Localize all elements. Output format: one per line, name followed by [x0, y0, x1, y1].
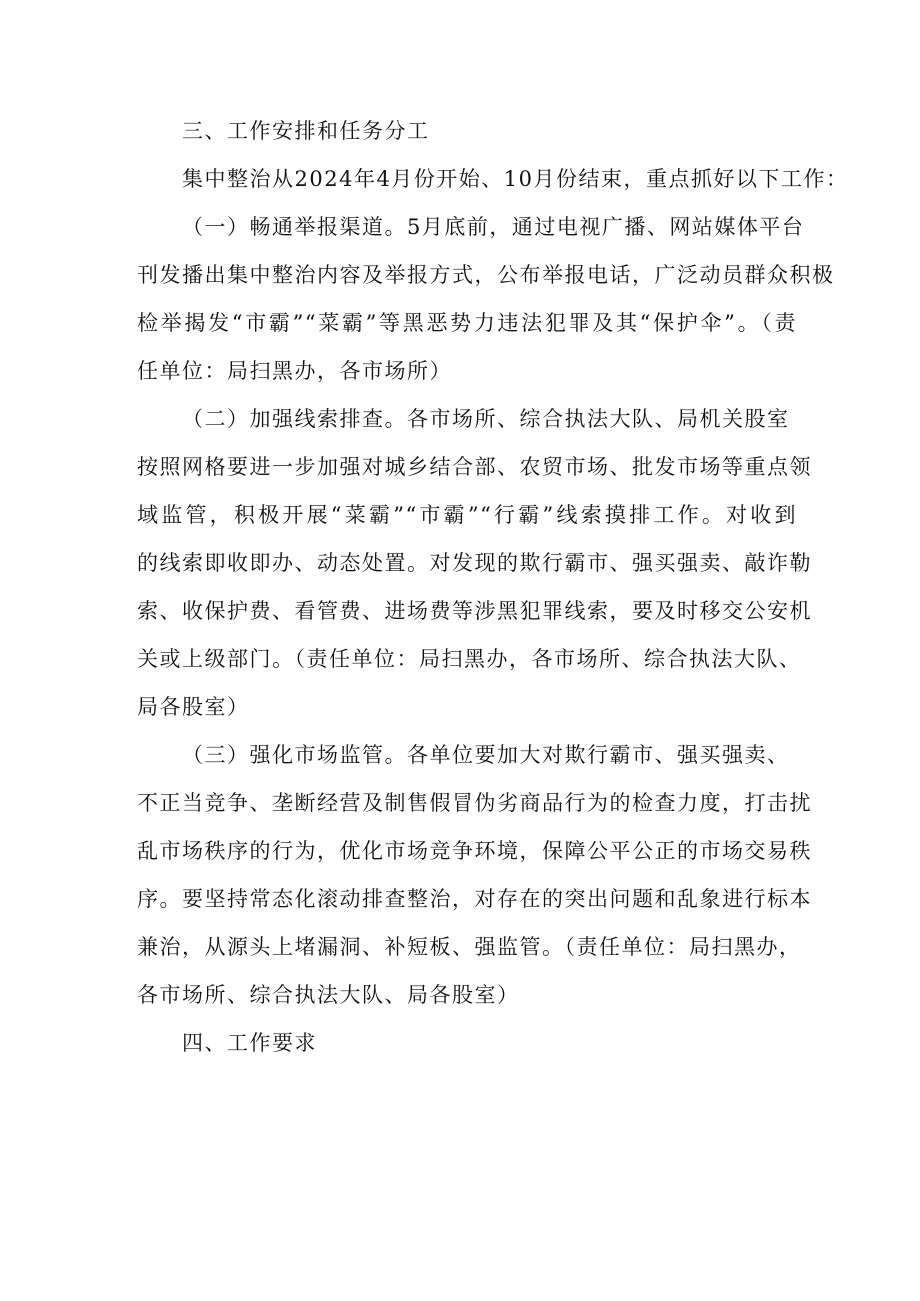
- paragraph-line: （三）强化市场监管。各单位要加大对欺行霸市、强买强卖、: [182, 743, 790, 767]
- paragraph-line: 域监管，积极开展“菜霸”“市霸”“行霸”线索摸排工作。对收到: [137, 503, 797, 527]
- paragraph-line: 不正当竞争、垄断经营及制售假冒伪劣商品行为的检查力度，打击扰: [137, 791, 812, 815]
- paragraph-line: 按照网格要进一步加强对城乡结合部、农贸市场、批发市场等重点领: [137, 455, 812, 479]
- paragraph-line: 局各股室）: [137, 695, 250, 719]
- paragraph-line: 序。要坚持常态化滚动排查整治，对存在的突出问题和乱象进行标本: [137, 887, 812, 911]
- intro-paragraph: 集中整治从2024年4月份开始、10月份结束，重点抓好以下工作：: [182, 167, 849, 191]
- paragraph-line: 各市场所、综合执法大队、局各股室）: [137, 983, 520, 1007]
- paragraph-line: 的线索即收即办、动态处置。对发现的欺行霸市、强买强卖、敲诈勒: [137, 551, 812, 575]
- paragraph-line: 兼治，从源头上堵漏洞、补短板、强监管。（责任单位：局扫黑办，: [137, 935, 802, 959]
- paragraph-line: （二）加强线索排查。各市场所、综合执法大队、局机关股室: [182, 407, 790, 431]
- section-heading: 四、工作要求: [182, 1031, 317, 1055]
- paragraph-line: 刊发播出集中整治内容及举报方式，公布举报电话，广泛动员群众积极: [137, 263, 835, 287]
- section-heading: 三、工作安排和任务分工: [182, 119, 430, 143]
- paragraph-line: 乱市场秩序的行为，优化市场竞争环境，保障公平公正的市场交易秩: [137, 839, 812, 863]
- paragraph-line: 索、收保护费、看管费、进场费等涉黑犯罪线索，要及时移交公安机: [137, 599, 812, 623]
- paragraph-line: 关或上级部门。（责任单位：局扫黑办，各市场所、综合执法大队、: [137, 647, 802, 671]
- paragraph-line: （一）畅通举报渠道。5月底前，通过电视广播、网站媒体平台: [182, 215, 805, 239]
- paragraph-line: 任单位：局扫黑办，各市场所）: [137, 359, 452, 383]
- paragraph-line: 检举揭发“市霸”“菜霸”等黑恶势力违法犯罪及其“保护伞”。（责: [137, 311, 797, 335]
